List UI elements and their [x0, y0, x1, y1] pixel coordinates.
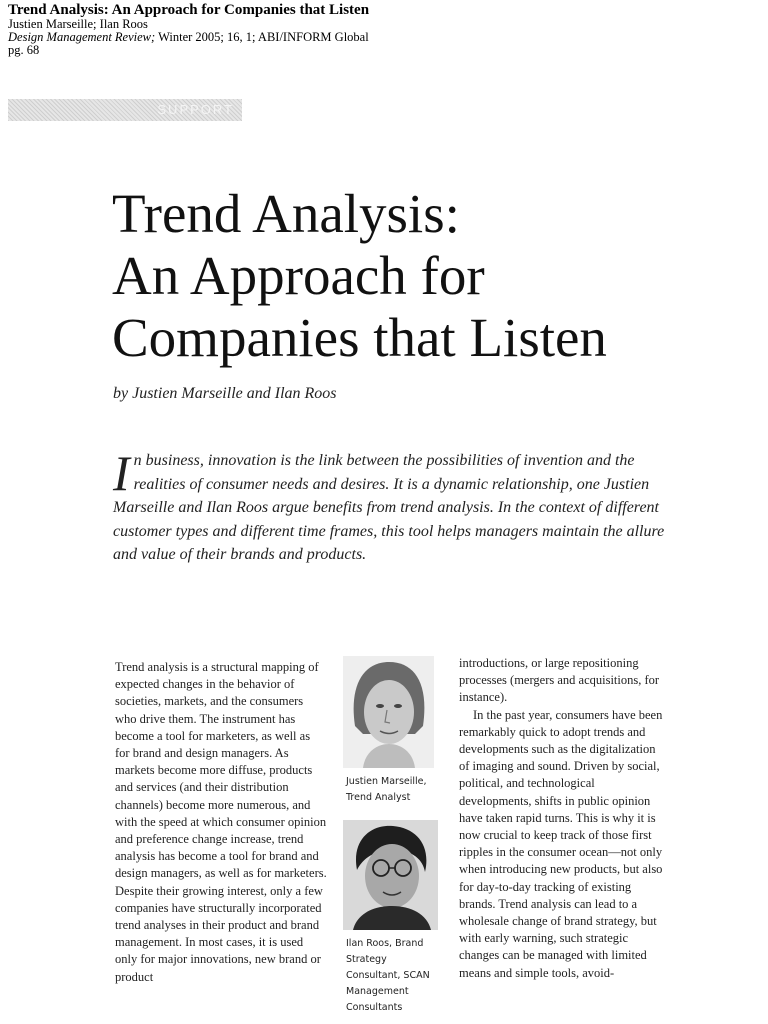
title-line: An Approach for: [112, 245, 485, 306]
article-title: [112, 183, 607, 369]
body-paragraph: introductions, or large repositioning processes (mergers and acquisitions, for instance).: [459, 656, 660, 705]
photo-caption-roos: [346, 936, 446, 1016]
caption-line: Ilan Roos, Brand Strategy: [346, 938, 424, 965]
citation-block: [8, 2, 369, 57]
photo-caption-marseille: [346, 774, 441, 806]
caption-line: Management Consultants: [346, 986, 409, 1013]
body-paragraph: Trend analysis is a structural mapping of expected changes in the behavior of societies, markets, and the consumers who drive them. The instrument has become a tool for marketers, as well as for brand and design managers. As markets become more diffuse, products and services (and their distribution channels) become more numerous, and with the speed at which consumer opinion and preference change increase, trend analysis has become a tool for brand and design managers, as well as for marketers. Despite their growing interest, only a few companies have structurally incorporated trend analyses in their product and brand management. In most cases, it is used only for major innovations, new brand or product: [115, 660, 327, 984]
citation-journal: Design Management Review;: [8, 30, 156, 44]
title-line: Companies that Listen: [112, 307, 607, 368]
citation-authors: Justien Marseille; Ilan Roos: [8, 17, 148, 31]
deck-text: n business, innovation is the link between the possibilities of invention and the realities of consumer needs and desires. It is a dynamic relationship, one Justien Marseille and Ilan Roos argue benefits from trend analysis. In the context of different customer types and different time frames, this tool helps managers maintain the allure and value of their brands and products.: [113, 452, 665, 563]
support-stamp: SUPPORT: [8, 99, 242, 121]
byline: by Justien Marseille and Ilan Roos: [113, 385, 337, 402]
citation-page: pg. 68: [8, 43, 40, 57]
body-paragraph: In the past year, consumers have been remarkably quick to adopt trends and developments such as the digitalization of imaging and sound. Driven by social, political, and technological developments, shifts in public opinion have taken rapid turns. This is why it is now crucial to keep track of those first ripples in the consumer ocean—not only when introducing new products, but also for day-to-day tracking of existing brands. Trend analysis can lead to a wholesale change of brand strategy, but with early warning, such strategic changes can be managed with limited means and simple tools, avoid-: [459, 707, 663, 980]
article-deck: [113, 445, 673, 567]
citation-title: Trend Analysis: An Approach for Companies that Listen: [8, 2, 370, 18]
body-column-1: [115, 659, 327, 986]
citation-issue: Winter 2005; 16, 1; ABI/INFORM Global: [155, 30, 369, 44]
caption-line: Justien Marseille,: [346, 776, 427, 787]
title-line: Trend Analysis:: [112, 183, 460, 244]
drop-cap: I: [113, 445, 130, 501]
portrait-man-icon: [343, 820, 438, 930]
caption-line: Trend Analyst: [346, 792, 411, 803]
caption-line: Consultant, SCAN: [346, 970, 430, 981]
body-column-3: [459, 655, 664, 982]
author-photo-roos: [343, 820, 438, 930]
portrait-woman-icon: [343, 656, 434, 768]
citation-source: [8, 31, 369, 44]
author-photo-marseille: [343, 656, 434, 768]
